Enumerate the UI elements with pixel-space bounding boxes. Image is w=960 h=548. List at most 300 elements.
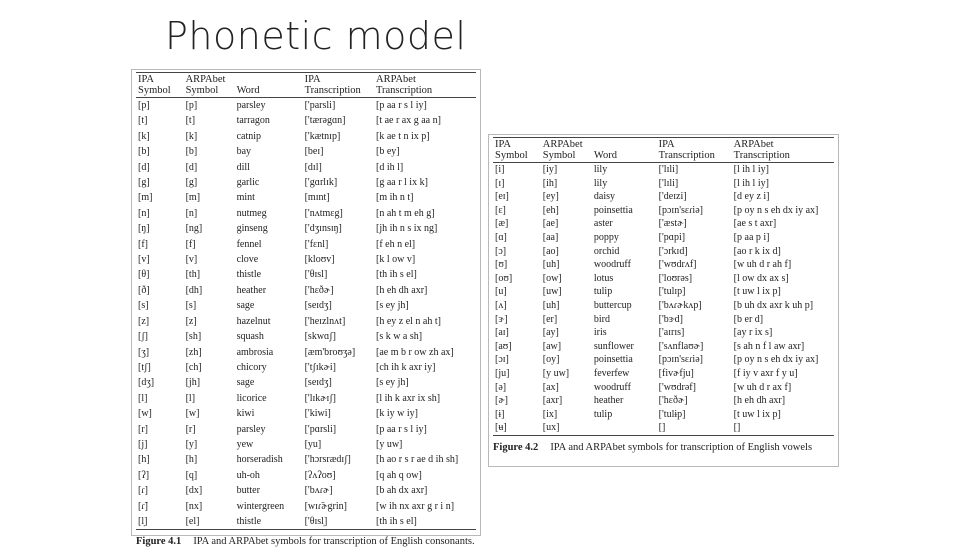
arpabet-symbol-cell: [s] <box>185 300 197 312</box>
table-row <box>136 345 476 360</box>
arpabet-symbol-cell: [dx] <box>185 485 203 497</box>
word-cell: heather <box>236 284 267 296</box>
arpabet-transcription-cell: [t uw l ix p] <box>733 408 781 420</box>
vowel-table <box>493 137 834 436</box>
ipa-symbol-cell: [ʔ] <box>138 469 150 481</box>
arpabet-transcription-cell: [p oy n s eh dx iy ax] <box>733 354 819 366</box>
table-row <box>493 258 834 272</box>
header-arpabet-symbol-sub: Symbol <box>184 85 235 98</box>
word-cell: fennel <box>236 238 262 250</box>
word-cell: nutmeg <box>236 207 267 219</box>
ipa-transcription-cell: ['heɪzlnʌt] <box>304 315 346 327</box>
table-row <box>136 160 476 175</box>
header-ipa-transcription: IPA <box>657 138 732 151</box>
ipa-symbol-cell: [dʒ] <box>138 377 155 389</box>
arpabet-symbol-cell: [ng] <box>185 223 203 235</box>
ipa-symbol-cell: [w] <box>138 408 152 420</box>
arpabet-symbol-cell: [ae] <box>542 218 559 230</box>
arpabet-symbol-cell: [g] <box>185 177 198 189</box>
ipa-transcription-cell: ['gɑrlɪk] <box>304 177 338 189</box>
arpabet-transcription-cell: [f iy v axr f y u] <box>733 367 798 379</box>
arpabet-symbol-cell: [r] <box>185 423 196 435</box>
word-cell: sunflower <box>593 340 634 352</box>
arpabet-transcription-cell: [jh ih n s ix ng] <box>375 223 438 235</box>
word-cell: bird <box>593 313 610 325</box>
table-row <box>136 252 476 267</box>
ipa-transcription-cell: ['pɑpi] <box>658 231 686 243</box>
ipa-transcription-cell: [ʔʌʔoʊ] <box>304 469 336 481</box>
arpabet-symbol-cell: [el] <box>184 514 235 530</box>
ipa-transcription-cell: ['tʃɪkɚi] <box>304 361 336 373</box>
ipa-symbol-cell: [j] <box>138 438 148 450</box>
word-cell: bay <box>236 146 252 158</box>
arpabet-symbol-cell: [aa] <box>542 231 559 243</box>
table-row <box>136 283 476 298</box>
ipa-symbol-cell: [ʉ] <box>493 421 541 435</box>
ipa-symbol-cell: [v] <box>138 254 150 266</box>
arpabet-transcription-cell: [t ae r ax g aa n] <box>375 115 441 127</box>
table-row <box>136 437 476 452</box>
ipa-symbol-cell: [t] <box>138 115 148 127</box>
ipa-symbol-cell: [n] <box>138 207 150 219</box>
table-row <box>493 163 834 177</box>
ipa-symbol-cell: [ʌ] <box>495 299 507 311</box>
arpabet-symbol-cell: [uh] <box>542 299 560 311</box>
table-row <box>493 381 834 395</box>
table-row <box>493 204 834 218</box>
figure-caption <box>136 535 476 548</box>
ipa-symbol-cell: [s] <box>138 300 149 312</box>
arpabet-transcription-cell: [w ih nx axr g r i n] <box>375 500 455 512</box>
table-row <box>493 272 834 286</box>
word-cell: tulip <box>593 408 613 420</box>
arpabet-transcription-cell: [p aa r s l iy] <box>375 423 427 435</box>
table-row <box>493 217 834 231</box>
arpabet-transcription-cell: [g aa r l ix k] <box>375 177 428 189</box>
ipa-transcription-cell: [wɪɾ̃ɚgrin] <box>304 500 347 512</box>
ipa-transcription-cell: ['wʊdrʌf] <box>658 259 697 271</box>
arpabet-symbol-cell: [m] <box>185 192 201 204</box>
ipa-symbol-cell: [ð] <box>138 284 150 296</box>
word-cell: ginseng <box>236 223 268 235</box>
ipa-transcription-cell: [beɪ] <box>304 146 324 158</box>
ipa-symbol-cell: [z] <box>138 315 150 327</box>
ipa-symbol-cell: [æ] <box>495 218 509 230</box>
arpabet-transcription-cell: [h ey z el n ah t] <box>375 315 441 327</box>
word-cell: hazelnut <box>236 315 271 327</box>
ipa-transcription-cell: ['nʌtmɛg] <box>304 207 343 219</box>
ipa-transcription-cell: [seɪdʒ] <box>304 300 332 312</box>
ipa-transcription-cell: ['bɝd] <box>658 313 683 325</box>
ipa-symbol-cell: [ɔɪ] <box>495 354 509 366</box>
arpabet-transcription-cell: [s k w a sh] <box>375 331 423 343</box>
ipa-transcription-cell: ['wʊdrəf] <box>658 381 696 393</box>
table-row <box>136 175 476 190</box>
ipa-symbol-cell: [g] <box>138 177 150 189</box>
arpabet-transcription-cell: [n ah t m eh g] <box>375 207 435 219</box>
arpabet-symbol-cell: [h] <box>185 454 198 466</box>
table-row <box>136 98 476 114</box>
arpabet-symbol-cell: [b] <box>185 146 198 158</box>
ipa-symbol-cell: [m] <box>138 192 153 204</box>
arpabet-symbol-cell: [y uw] <box>542 367 570 379</box>
header-ipa-symbol: IPA <box>136 73 184 86</box>
table-row <box>493 299 834 313</box>
arpabet-symbol-cell: [n] <box>185 207 198 219</box>
ipa-transcription-cell: ['lɪli] <box>658 177 679 189</box>
ipa-transcription-cell: [pɔɪn'sɛɾiə] <box>658 204 703 216</box>
arpabet-transcription-cell: [f eh n el] <box>375 238 416 250</box>
arpabet-transcription-cell: [k iy w iy] <box>375 408 418 420</box>
arpabet-transcription-cell: [t uw l ix p] <box>733 286 781 298</box>
word-cell: lily <box>593 164 608 175</box>
table-row <box>493 285 834 299</box>
word-cell: ambrosia <box>236 346 274 358</box>
arpabet-transcription-cell: [s ah n f l aw axr] <box>733 340 805 352</box>
table-row <box>136 329 476 344</box>
word-cell: licorice <box>236 392 267 404</box>
table-row <box>493 340 834 354</box>
ipa-transcription-cell: ['θɪsl] <box>304 269 328 281</box>
arpabet-transcription-cell: [b ah dx axr] <box>375 485 428 497</box>
arpabet-transcription-cell: [ay r ix s] <box>733 327 773 339</box>
table-row <box>493 353 834 367</box>
ipa-symbol-cell: [ɪ] <box>495 177 505 189</box>
ipa-transcription-cell: ['ɔrkɪd] <box>658 245 688 257</box>
word-cell: horseradish <box>236 454 283 466</box>
arpabet-transcription-cell: [ae m b r ow zh ax] <box>375 346 454 358</box>
table-row <box>493 421 834 435</box>
arpabet-symbol-cell: [ih] <box>542 177 558 189</box>
ipa-transcription-cell: ['hɔrsrædɪʃ] <box>304 454 351 466</box>
word-cell: clove <box>236 254 259 266</box>
arpabet-transcription-cell: [l ow dx ax s] <box>733 272 789 284</box>
consonant-rows <box>136 98 476 530</box>
ipa-symbol-cell: [ʒ] <box>138 346 150 358</box>
table-row <box>136 190 476 205</box>
word-cell: woodruff <box>593 381 631 393</box>
consonant-table-figure <box>131 69 481 548</box>
table-row <box>136 375 476 390</box>
table-row <box>136 206 476 221</box>
header-ipa-transcription-sub: Transcription <box>303 85 374 98</box>
header-word-sub: Word <box>235 85 303 98</box>
arpabet-transcription-cell: [ae s t axr] <box>733 218 777 230</box>
arpabet-symbol-cell: [uh] <box>542 259 560 271</box>
arpabet-transcription-cell: [w uh d r ax f] <box>733 381 792 393</box>
ipa-transcription-cell: [yu] <box>304 438 322 450</box>
ipa-symbol-cell: [ɚ] <box>495 395 508 407</box>
ipa-symbol-cell: [l] <box>138 392 148 404</box>
table-row <box>136 406 476 421</box>
word-cell: woodruff <box>593 259 631 271</box>
ipa-symbol-cell: [ʃ] <box>138 331 148 343</box>
arpabet-transcription-cell: [p aa p i] <box>733 231 770 243</box>
word-cell: buttercup <box>593 299 632 311</box>
arpabet-symbol-cell: [zh] <box>185 346 202 358</box>
ipa-symbol-cell: [eɪ] <box>495 191 509 203</box>
arpabet-transcription-cell: [d ih l] <box>375 161 404 173</box>
arpabet-symbol-cell: [ux] <box>541 421 592 435</box>
ipa-symbol-cell: [d] <box>138 161 150 173</box>
word-cell: iris <box>593 327 607 339</box>
table-row <box>136 314 476 329</box>
arpabet-transcription-cell: [k l ow v] <box>375 254 416 266</box>
word-cell: feverfew <box>593 367 630 379</box>
arpabet-transcription-cell: [b er d] <box>733 313 764 325</box>
arpabet-transcription-cell: [y uw] <box>375 438 403 450</box>
arpabet-symbol-cell: [k] <box>185 130 198 142</box>
arpabet-symbol-cell: [oy] <box>542 354 560 366</box>
ipa-symbol-cell: [ɛ] <box>495 204 506 216</box>
ipa-transcription-cell: [dɪl] <box>304 161 322 173</box>
header-ipa-symbol-sub: Symbol <box>493 150 541 163</box>
figure-caption <box>493 441 834 454</box>
ipa-symbol-cell: [u] <box>495 286 507 298</box>
ipa-symbol-cell: [ʊ] <box>495 259 508 271</box>
ipa-symbol-cell: [ɾ] <box>138 485 148 497</box>
arpabet-transcription-cell: [h eh dh axr] <box>375 284 428 296</box>
arpabet-symbol-cell: [f] <box>185 238 196 250</box>
word-cell: dill <box>236 161 250 173</box>
consonant-table <box>136 72 476 530</box>
ipa-symbol-cell: [aʊ] <box>495 340 512 352</box>
arpabet-transcription-cell: [l ih l iy] <box>733 177 769 189</box>
arpabet-symbol-cell: [q] <box>185 469 198 481</box>
table-row <box>136 483 476 498</box>
ipa-symbol-cell: [i] <box>495 164 505 175</box>
header-arpabet-symbol-sub: Symbol <box>541 150 592 163</box>
word-cell: heather <box>593 395 624 407</box>
arpabet-symbol-cell: [w] <box>185 408 200 420</box>
arpabet-transcription-cell: [d ey z i] <box>733 191 770 203</box>
word-cell: sage <box>236 300 255 312</box>
word-cell: garlic <box>236 177 260 189</box>
table-row <box>493 231 834 245</box>
word-cell: yew <box>236 438 254 450</box>
word-cell: sage <box>236 377 255 389</box>
header-arpabet-transcription-sub: Transcription <box>374 85 476 98</box>
arpabet-symbol-cell: [ix] <box>542 408 558 420</box>
ipa-symbol-cell: [r] <box>138 423 148 435</box>
table-row <box>136 298 476 313</box>
table-row <box>136 144 476 159</box>
ipa-transcription-cell: ['kiwi] <box>304 408 331 420</box>
arpabet-symbol-cell: [jh] <box>185 377 201 389</box>
ipa-transcription-cell: ['pɑrsli] <box>304 423 337 435</box>
ipa-transcription-cell: [kloʊv] <box>304 254 335 266</box>
table-row <box>136 514 476 530</box>
arpabet-symbol-cell: [t] <box>185 115 196 127</box>
ipa-transcription-cell: ['kætnɪp] <box>304 130 341 142</box>
header-ipa-transcription: IPA <box>303 73 374 86</box>
ipa-symbol-cell: [ə] <box>495 381 507 393</box>
header-arpabet-transcription: ARPAbet <box>732 138 834 151</box>
arpabet-transcription-cell: [h ao r s r ae d ih sh] <box>375 454 459 466</box>
arpabet-transcription-cell: [th ih s el] <box>375 269 417 281</box>
ipa-transcription-cell: [pɔɪn'sɛɾiə] <box>658 354 703 366</box>
ipa-transcription-cell: ['loʊrəs] <box>658 272 693 284</box>
table-row <box>136 267 476 282</box>
ipa-symbol-cell: [h] <box>138 454 150 466</box>
ipa-transcription-cell: ['aɪrɪs] <box>658 327 685 339</box>
header-ipa-transcription-sub: Transcription <box>657 150 732 163</box>
table-row <box>136 129 476 144</box>
arpabet-transcription-cell: [ao r k ix d] <box>733 245 781 257</box>
ipa-transcription-cell: ['bʌɾɚkʌp] <box>658 299 702 311</box>
header-ipa-symbol: IPA <box>493 138 541 151</box>
ipa-transcription-cell: [fivɚfju] <box>658 367 694 379</box>
ipa-symbol-cell: [ɨ] <box>495 408 505 420</box>
arpabet-symbol-cell: [axr] <box>542 395 563 407</box>
caption-label: Figure 4.2 <box>493 441 539 453</box>
arpabet-symbol-cell: [ay] <box>542 327 559 339</box>
word-cell: mint <box>236 192 255 204</box>
table-row <box>136 422 476 437</box>
arpabet-transcription-cell: [] <box>732 421 834 435</box>
ipa-transcription-cell: ['hɛðɚ] <box>304 284 334 296</box>
header-ipa-symbol-sub: Symbol <box>136 85 184 98</box>
ipa-transcription-cell: ['lɪkɚɪʃ] <box>304 392 336 404</box>
caption-text: IPA and ARPAbet symbols for transcription of English vowels <box>550 441 813 453</box>
table-row <box>136 468 476 483</box>
ipa-symbol-cell: [ɑ] <box>495 231 507 243</box>
header-word-sub: Word <box>592 150 657 163</box>
arpabet-transcription-cell: [w uh d r ah f] <box>733 259 792 271</box>
word-cell: orchid <box>593 245 620 257</box>
arpabet-transcription-cell: [m ih n t] <box>375 192 414 204</box>
arpabet-transcription-cell: [l ih l iy] <box>733 164 769 175</box>
arpabet-symbol-cell: [ow] <box>542 272 562 284</box>
word-cell: chicory <box>236 361 267 373</box>
arpabet-symbol-cell: [aw] <box>542 340 562 352</box>
arpabet-symbol-cell: [nx] <box>185 500 203 512</box>
header-arpabet-symbol: ARPAbet <box>541 138 592 151</box>
word-cell: butter <box>236 485 260 497</box>
arpabet-transcription-cell: [l ih k axr ix sh] <box>375 392 441 404</box>
table-row <box>136 237 476 252</box>
arpabet-transcription-cell: [th ih s el] <box>374 514 476 530</box>
ipa-symbol-cell: [ɝ] <box>495 313 508 325</box>
table-row <box>493 245 834 259</box>
header-word <box>592 138 657 151</box>
ipa-transcription-cell: ['tulɪp] <box>658 286 686 298</box>
word-cell: catnip <box>236 130 262 142</box>
ipa-symbol-cell: [oʊ] <box>495 272 513 284</box>
ipa-transcription-cell: ['æstɚ] <box>658 218 687 230</box>
ipa-symbol-cell: [b] <box>138 146 150 158</box>
table-row <box>136 499 476 514</box>
table-row <box>136 113 476 128</box>
arpabet-symbol-cell: [ax] <box>542 381 559 393</box>
slide-title: Phonetic model <box>165 14 467 58</box>
ipa-symbol-cell: [ju] <box>495 367 510 379</box>
arpabet-symbol-cell: [l] <box>185 392 196 404</box>
word-cell: thistle <box>235 514 303 530</box>
ipa-transcription-cell: ['deɪzi] <box>658 191 687 203</box>
header-arpabet-symbol: ARPAbet <box>184 73 235 86</box>
arpabet-transcription-cell: [b uh dx axr k uh p] <box>733 299 814 311</box>
arpabet-symbol-cell: [v] <box>185 254 198 266</box>
ipa-transcription-cell: ['hɛðɚ] <box>658 395 688 407</box>
ipa-symbol-cell: [ɾ̃] <box>138 500 148 512</box>
arpabet-symbol-cell: [sh] <box>185 331 202 343</box>
header-arpabet-transcription-sub: Transcription <box>732 150 834 163</box>
word-cell: lotus <box>593 272 614 284</box>
arpabet-transcription-cell: [ch ih k axr iy] <box>375 361 436 373</box>
arpabet-symbol-cell: [d] <box>185 161 198 173</box>
arpabet-symbol-cell: [th] <box>185 269 201 281</box>
ipa-symbol-cell: [f] <box>138 238 148 250</box>
vowel-rows <box>493 163 834 436</box>
table-row <box>136 452 476 467</box>
word-cell: poppy <box>593 231 619 243</box>
table-row <box>136 360 476 375</box>
header-word <box>235 73 303 86</box>
ipa-transcription-cell: ['tærəgɑn] <box>304 115 346 127</box>
vowel-table-figure <box>488 134 839 467</box>
table-row <box>493 367 834 381</box>
table-row <box>493 326 834 340</box>
arpabet-transcription-cell: [b ey] <box>375 146 400 158</box>
ipa-transcription-cell: [seɪdʒ] <box>304 377 332 389</box>
ipa-transcription-cell: ['dʒɪnsɪŋ] <box>304 223 342 235</box>
ipa-transcription-cell: ['sʌnflaʊɚ] <box>658 340 704 352</box>
ipa-transcription-cell: ['parsli] <box>304 100 336 111</box>
word-cell: parsley <box>236 423 266 435</box>
ipa-symbol-cell: [θ] <box>138 269 150 281</box>
arpabet-symbol-cell: [ao] <box>542 245 559 257</box>
ipa-transcription-cell: [] <box>657 421 732 435</box>
table-row <box>493 408 834 422</box>
word-cell: aster <box>593 218 613 230</box>
table-row <box>493 394 834 408</box>
ipa-symbol-cell: [aɪ] <box>495 327 509 339</box>
word-cell: tulip <box>593 286 613 298</box>
ipa-transcription-cell: ['lɪli] <box>658 164 679 175</box>
arpabet-transcription-cell: [p aa r s l iy] <box>375 100 427 111</box>
ipa-transcription-cell: [skwɑʃ] <box>304 331 336 343</box>
caption-text: IPA and ARPAbet symbols for transcription of English consonants. <box>193 536 475 548</box>
table-row <box>493 313 834 327</box>
arpabet-symbol-cell: [dh] <box>185 284 203 296</box>
table-row <box>136 221 476 236</box>
word-cell <box>592 421 657 435</box>
caption-label: Figure 4.1 <box>136 536 182 548</box>
arpabet-transcription-cell: [q ah q ow] <box>375 469 422 481</box>
word-cell: tarragon <box>236 115 270 127</box>
ipa-symbol-cell: [ɔ] <box>495 245 507 257</box>
ipa-symbol-cell: [tʃ] <box>138 361 151 373</box>
ipa-transcription-cell: ['bʌɾɚ] <box>304 485 333 497</box>
table-row <box>493 190 834 204</box>
arpabet-symbol-cell: [uw] <box>542 286 562 298</box>
word-cell: wintergreen <box>236 500 285 512</box>
arpabet-symbol-cell: [er] <box>542 313 558 325</box>
arpabet-symbol-cell: [p] <box>185 100 198 111</box>
table-row <box>493 177 834 191</box>
arpabet-symbol-cell: [ch] <box>185 361 202 373</box>
arpabet-transcription-cell: [s ey jh] <box>375 377 409 389</box>
arpabet-transcription-cell: [k ae t n ix p] <box>375 130 430 142</box>
arpabet-symbol-cell: [eh] <box>542 204 559 216</box>
arpabet-symbol-cell: [z] <box>185 315 197 327</box>
arpabet-transcription-cell: [p oy n s eh dx iy ax] <box>733 204 819 216</box>
table-row <box>136 391 476 406</box>
header-arpabet-transcription: ARPAbet <box>374 73 476 86</box>
arpabet-transcription-cell: [s ey jh] <box>375 300 409 312</box>
ipa-transcription-cell: [mɪnt] <box>304 192 330 204</box>
